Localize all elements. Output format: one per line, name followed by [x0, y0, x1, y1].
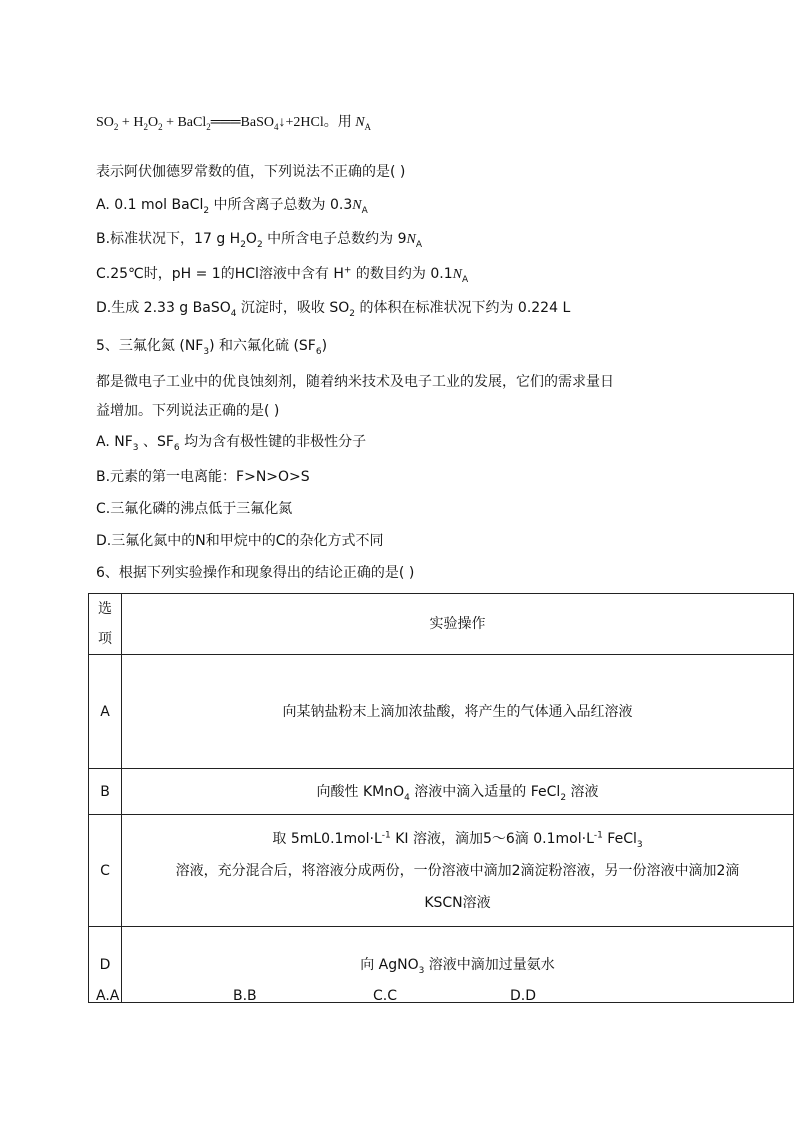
q5-option-c: C.三氟化磷的沸点低于三氟化氮: [96, 501, 293, 517]
choice-c[interactable]: C.C: [373, 988, 398, 1004]
row-operation: 向某钠盐粉末上滴加浓盐酸，将产生的气体通入品红溶液: [122, 655, 794, 769]
row-option: D: [89, 927, 122, 1003]
precipitate-arrow: ↓: [278, 115, 286, 130]
q4-stem: 表示阿伏伽德罗常数的值，下列说法不正确的是( ): [96, 164, 406, 180]
q5-title: 5、三氟化氮 $(NF_3)$ 和六氟化硫 $(SF_6)$: [96, 338, 328, 357]
row-operation: 向酸性 KMnO$_4$ 溶液中滴入适量的 FeCl$_2$ 溶液: [122, 769, 794, 815]
q5-stem-line-2: 益增加。下列说法正确的是( ): [96, 403, 280, 419]
q5-stem-line-1: 都是微电子工业中的优良蚀刻剂，随着纳米技术及电子工业的发展，它们的需求量日: [96, 374, 614, 390]
row-operation: [122, 815, 794, 927]
q4-option-c: C.25℃时，pH = 1的HCl溶液中含有 H+ 的数目约为 $0.1N_A$: [96, 265, 469, 285]
q5-option-b: B.元素的第一电离能：F>N>O>S: [96, 469, 310, 485]
table-row: [89, 769, 794, 815]
table-header-row: [89, 594, 794, 655]
choice-d[interactable]: D.D: [510, 988, 537, 1004]
choice-a[interactable]: A.A: [96, 988, 120, 1004]
row-option: B: [89, 769, 122, 815]
header-option: 选项: [89, 594, 122, 655]
q6-title: 6、根据下列实验操作和现象得出的结论正确的是( ): [96, 565, 415, 581]
q4-option-d: D.生成 2.33 g BaSO$_4$ 沉淀时，吸收 $SO_2$ 的体积在标准状况下约为 0.224 L: [96, 300, 571, 319]
table-row: [89, 815, 794, 927]
q4-option-a: A. 0.1 mol BaCl$_2$ 中所含离子总数为 $0.3N_A$: [96, 197, 368, 216]
row-operation: 向 AgNO$_3$ 溶液中滴加过量氨水: [122, 927, 794, 1003]
experiment-table: [88, 593, 794, 1003]
row-option: A: [89, 655, 122, 769]
row-c-line-3: KSCN溶液: [424, 894, 491, 911]
q5-option-a: A. $NF_3$ 、$SF_6$ 均为含有极性键的非极性分子: [96, 434, 367, 453]
q5-option-d: D.三氟化氮中的N和甲烷中的C的杂化方式不同: [96, 533, 384, 549]
equals-arrow: ═══: [210, 115, 241, 130]
row-option: C: [89, 815, 122, 927]
header-operation: 实验操作: [122, 594, 794, 655]
q4-equation: $SO_2 + H_2O_2$ + BaCl$_2$═══BaSO$_4$↓+2HCl。用 $N_A$: [96, 115, 372, 132]
choice-b[interactable]: B.B: [233, 988, 257, 1004]
table-row: [89, 655, 794, 769]
row-c-line-2: 溶液，充分混合后，将溶液分成两份，一份溶液中滴加2滴淀粉溶液，另一份溶液中滴加2滴: [175, 862, 740, 879]
table-row: [89, 927, 794, 1003]
q4-option-b: B.标准状况下，17 g $H_2O_2$ 中所含电子总数约为 $9N_A$: [96, 231, 423, 250]
row-c-line-1: 取 $5mL0.1mol\cdot L^{-1}$ KI 溶液，滴加5～6滴 $0.1mol\cdot L^{-1}$ FeCl$_3$: [272, 829, 643, 850]
